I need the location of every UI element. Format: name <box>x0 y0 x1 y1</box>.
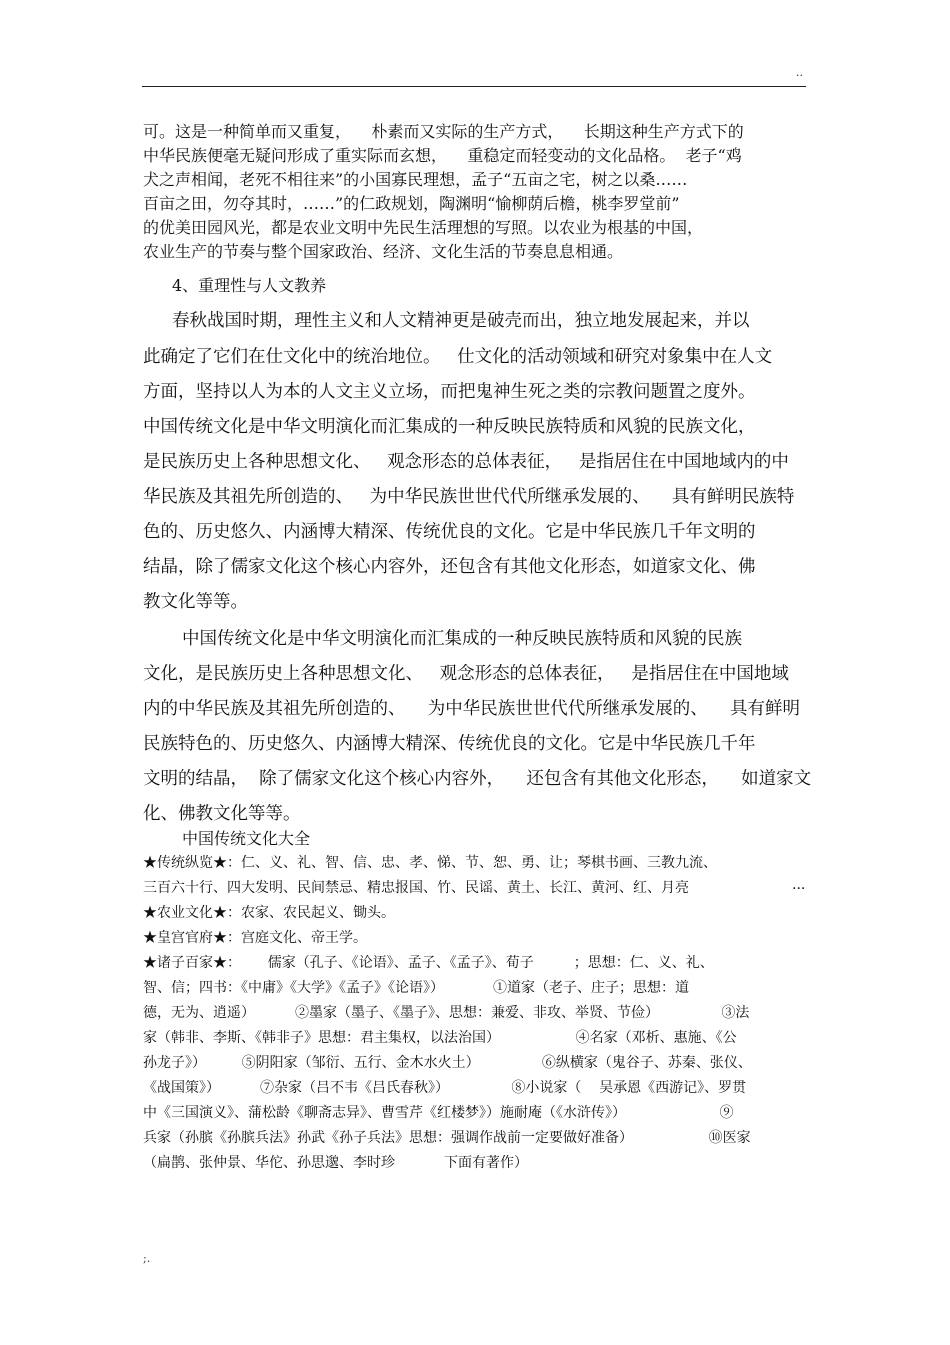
overview-ellipsis: ... <box>792 877 806 893</box>
paragraph-line: 化、佛教文化等等。 <box>143 804 301 824</box>
footer-mark: ;. <box>143 1252 151 1265</box>
overview-title: 中国传统文化大全 <box>182 829 311 848</box>
paragraph-line: 内的中华民族及其祖先所创造的、 为中华民族世世代代所继承发展的、 具有鲜明 <box>143 699 800 719</box>
paragraph-line: 的优美田园风光，都是农业文明中先民生活理想的写照。以农业为根基的中国， <box>143 218 704 237</box>
paragraph-line: 文明的结晶， 除了儒家文化这个核心内容外， 还包含有其他文化形态， 如道家文 <box>143 769 812 789</box>
overview-line: ★农业文化★：农家、农民起义、锄头。 <box>143 905 395 921</box>
paragraph-line: 中国传统文化是中华文明演化而汇集成的一种反映民族特质和风貌的民族 <box>182 629 742 649</box>
paragraph-line: 民族特色的、历史悠久、内涵博大精深、传统优良的文化。它是中华民族几千年 <box>143 734 756 754</box>
overview-line: 三百六十行、四大发明、民间禁忌、精忠报国、竹、民谣、黄土、长江、黄河、红、月亮 <box>143 880 689 896</box>
section-heading: 4、重理性与人文教养 <box>172 276 327 295</box>
overview-line: 家（韩非、李斯、《韩非子》思想：君主集权，以法治国） ④名家（邓析、惠施、《公 <box>143 1030 737 1046</box>
paragraph-line: 农业生产的节奏与整个国家政治、经济、文化生活的节奏息息相通。 <box>143 242 624 261</box>
overview-line: 《战国策》） ⑦杂家（吕不韦《吕氏春秋》） ⑧小说家（ 吴承恩《西游记》、罗贯 <box>143 1080 747 1096</box>
paragraph-line: 文化，是民族历史上各种思想文化、 观念形态的总体表征， 是指居住在中国地域 <box>143 664 789 684</box>
header-rule <box>142 86 806 87</box>
overview-line: 智、信；四书：《中庸》《大学》《孟子》《论语》） ①道家（老子、庄子；思想：道 <box>143 980 689 996</box>
overview-line: 中《三国演义》、蒲松龄《聊斋志异》、曹雪芹《红楼梦》）施耐庵（《水浒传》） ⑨ <box>143 1105 734 1121</box>
paragraph-line: 华民族及其祖先所创造的、 为中华民族世世代代所继承发展的、 具有鲜明民族特 <box>143 487 795 507</box>
paragraph-line: 此确定了它们在仕文化中的统治地位。 仕文化的活动领域和研究对象集中在人文 <box>143 347 773 367</box>
overview-line: ★传统纵览★：仁、义、礼、智、信、忠、孝、悌、节、恕、勇、让；琴棋书画、三教九流、 <box>143 855 717 871</box>
paragraph-line: 百亩之田，勿夺其时，……”的仁政规划，陶渊明“愉柳荫后檐，桃李罗堂前” <box>143 194 680 213</box>
paragraph-line: 是民族历史上各种思想文化、 观念形态的总体表征， 是指居住在中国地域内的中 <box>143 452 789 472</box>
paragraph-line: 结晶，除了儒家文化这个核心内容外，还包含有其他文化形态，如道家文化、佛 <box>143 557 756 577</box>
paragraph-line: 犬之声相闻，老死不相往来”的小国寡民理想，孟子“五亩之宅，树之以桑…… <box>143 170 688 189</box>
paragraph-line: 中华民族便毫无疑问形成了重实际而玄想， 重稳定而轻变动的文化品格。 老子“鸡 <box>143 146 742 165</box>
overview-line: （扁鹊、张仲景、华佗、孙思邈、李时珍 下面有著作） <box>143 1155 528 1171</box>
overview-line: ★皇宫官府★：宫庭文化、帝王学。 <box>143 930 367 946</box>
overview-line: ★诸子百家★： 儒家（孔子、《论语》、孟子、《孟子》、荀子 ；思想：仁、义、礼、 <box>143 955 714 971</box>
paragraph-line: 色的、历史悠久、内涵博大精深、传统优良的文化。它是中华民族几千年文明的 <box>143 522 756 542</box>
overview-line: 德，无为、逍遥） ②墨家（墨子、《墨子》、思想：兼爱、非攻、举贤、节俭） ③法 <box>143 1005 750 1021</box>
paragraph-line: 可。这是一种简单而又重复， 朴素而又实际的生产方式， 长期这种生产方式下的 <box>143 122 744 141</box>
header-mark: .. <box>796 66 803 79</box>
paragraph-line: 教文化等等。 <box>143 592 248 612</box>
overview-line: 孙龙子》） ⑤阴阳家（邹衍、五行、金木水火土） ⑥纵横家（鬼谷子、苏秦、张仪、 <box>143 1055 752 1071</box>
paragraph-line: 春秋战国时期，理性主义和人文精神更是破壳而出，独立地发展起来，并以 <box>172 311 750 331</box>
paragraph-line: 中国传统文化是中华文明演化而汇集成的一种反映民族特质和风貌的民族文化， <box>143 417 756 437</box>
paragraph-line: 方面，坚持以人为本的人文主义立场，而把鬼神生死之类的宗教问题置之度外。 <box>143 382 756 402</box>
overview-line: 兵家（孙膑《孙膑兵法》孙武《孙子兵法》思想：强调作战前一定要做好准备） ⑩医家 <box>143 1130 751 1146</box>
